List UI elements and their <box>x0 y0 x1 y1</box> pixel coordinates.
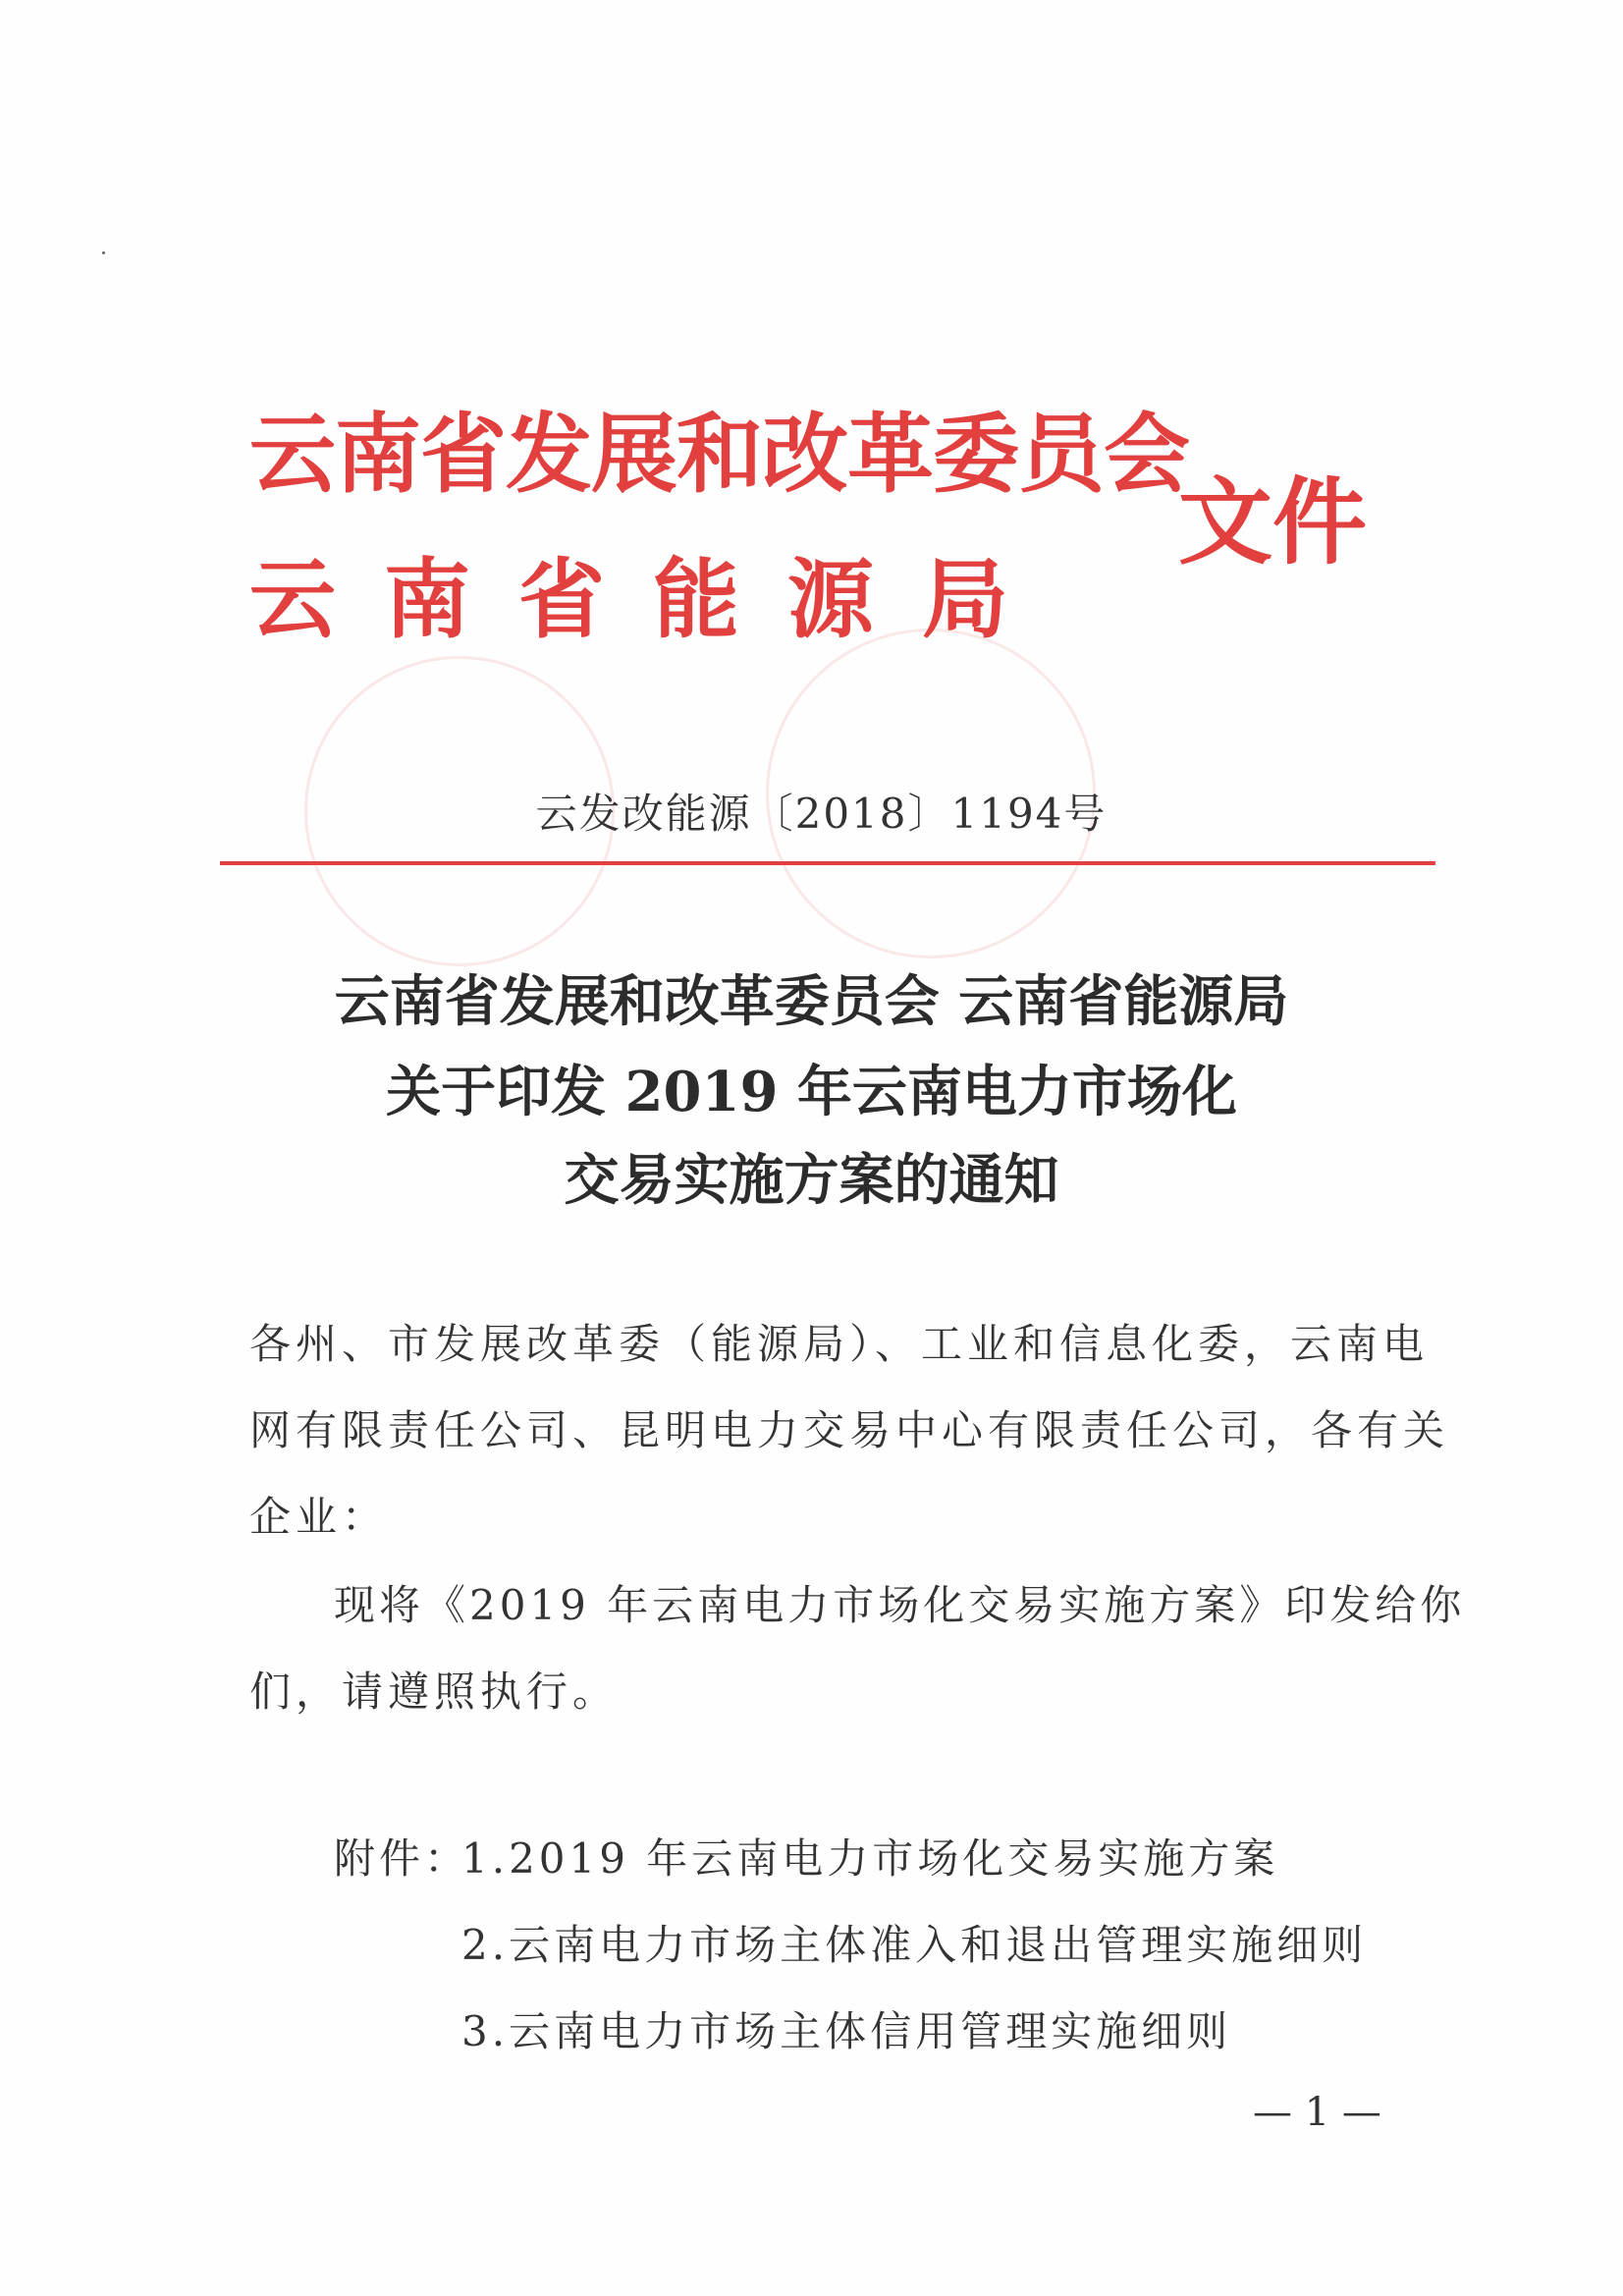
masthead-org-line-2: 云南省能源局 <box>249 548 1057 650</box>
red-divider <box>220 861 1435 865</box>
addressee-line-1: 各州、市发展改革委（能源局）、工业和信息化委，云南电 <box>249 1320 1430 1368</box>
paragraph-line-2: 们，请遵照执行。 <box>249 1667 620 1716</box>
attachment-item: 3.云南电力市场主体信用管理实施细则 <box>461 2007 1232 2055</box>
page-number: — 1 — <box>1253 2090 1381 2135</box>
masthead-org-line-1: 云南省发展和改革委员会 <box>249 403 1190 505</box>
attachment-item: 1.2019 年云南电力市场化交易实施方案 <box>461 1834 1279 1883</box>
title-line-1: 云南省发展和改革委员会 云南省能源局 <box>334 969 1289 1034</box>
masthead-doc-type: 文件 <box>1178 466 1367 577</box>
addressee-line-2: 网有限责任公司、昆明电力交易中心有限责任公司，各有关 <box>249 1406 1450 1454</box>
addressee-line-3: 企业： <box>249 1493 389 1541</box>
scan-speck <box>102 251 105 254</box>
document-number: 云发改能源〔2018〕1194号 <box>535 790 1108 838</box>
paragraph-line-1: 现将《2019 年云南电力市场化交易实施方案》印发给你 <box>334 1581 1466 1629</box>
title-line-2: 关于印发 2019 年云南电力市场化 <box>386 1060 1237 1124</box>
attachments-label: 附件： <box>334 1834 470 1883</box>
attachment-item: 2.云南电力市场主体准入和退出管理实施细则 <box>461 1921 1368 1969</box>
title-line-3: 交易实施方案的通知 <box>564 1148 1059 1213</box>
